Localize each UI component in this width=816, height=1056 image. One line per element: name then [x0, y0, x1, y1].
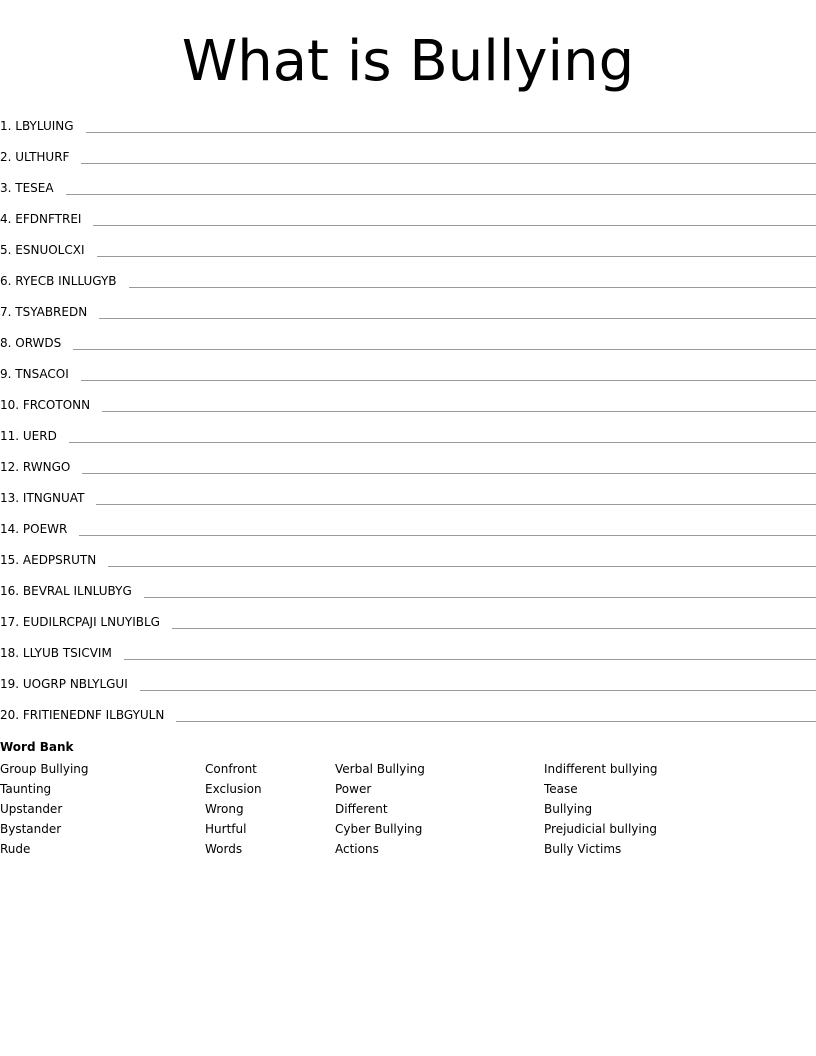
word-bank-title: Word Bank [0, 740, 74, 754]
question-text: 10. FRCOTONN [0, 398, 91, 412]
answer-line[interactable] [81, 163, 816, 164]
question-row [0, 201, 816, 232]
word-bank-item: Different [335, 802, 388, 816]
answer-line[interactable] [93, 225, 816, 226]
word-bank-item: Bullying [544, 802, 593, 816]
word-bank-item: Confront [205, 762, 257, 776]
question-row [0, 263, 816, 294]
question-row [0, 480, 816, 511]
question-row [0, 604, 816, 635]
question-row [0, 511, 816, 542]
answer-line[interactable] [81, 380, 816, 381]
word-bank-column [205, 759, 262, 859]
word-bank-item: Taunting [0, 782, 52, 796]
word-bank-item: Actions [335, 842, 379, 856]
answer-line[interactable] [140, 690, 816, 691]
question-row [0, 542, 816, 573]
question-text: 6. RYECB INLLUGYB [0, 274, 117, 288]
answer-line[interactable] [97, 256, 816, 257]
question-row [0, 108, 816, 139]
answer-line[interactable] [86, 132, 816, 133]
word-bank-item: Indifferent bullying [544, 762, 658, 776]
question-row [0, 387, 816, 418]
question-list [0, 108, 816, 728]
word-bank-column [544, 759, 657, 859]
word-bank-item: Rude [0, 842, 31, 856]
question-row [0, 697, 816, 728]
word-bank-item: Power [335, 782, 372, 796]
answer-line[interactable] [124, 659, 816, 660]
word-bank-item: Wrong [205, 802, 244, 816]
word-bank-item: Prejudicial bullying [544, 822, 657, 836]
question-text: 12. RWNGO [0, 460, 71, 474]
question-text: 14. POEWR [0, 522, 68, 536]
question-text: 20. FRITIENEDNF ILBGYULN [0, 708, 165, 722]
question-text: 16. BEVRAL ILNLUBYG [0, 584, 132, 598]
question-text: 18. LLYUB TSICVIM [0, 646, 112, 660]
question-text: 8. ORWDS [0, 336, 62, 350]
word-bank-item: Group Bullying [0, 762, 89, 776]
word-bank-item: Exclusion [205, 782, 262, 796]
page-title: What is Bullying [181, 29, 635, 94]
question-row [0, 635, 816, 666]
word-bank [0, 759, 816, 859]
word-bank-item: Bystander [0, 822, 62, 836]
question-row [0, 573, 816, 604]
word-bank-column [335, 759, 425, 859]
question-row [0, 294, 816, 325]
answer-line[interactable] [176, 721, 816, 722]
question-row [0, 325, 816, 356]
answer-line[interactable] [73, 349, 816, 350]
question-text: 3. TESEA [0, 181, 54, 195]
answer-line[interactable] [108, 566, 816, 567]
answer-line[interactable] [99, 318, 816, 319]
question-text: 15. AEDPSRUTN [0, 553, 97, 567]
question-text: 17. EUDILRCPAJI LNUYIBLG [0, 615, 160, 629]
answer-line[interactable] [66, 194, 816, 195]
question-row [0, 170, 816, 201]
question-text: 2. ULTHURF [0, 150, 70, 164]
answer-line[interactable] [172, 628, 816, 629]
answer-line[interactable] [79, 535, 816, 536]
question-row [0, 232, 816, 263]
question-row [0, 449, 816, 480]
question-text: 13. ITNGNUAT [0, 491, 85, 505]
question-row [0, 356, 816, 387]
word-bank-item: Upstander [0, 802, 63, 816]
question-text: 7. TSYABREDN [0, 305, 88, 319]
question-text: 19. UOGRP NBLYLGUI [0, 677, 128, 691]
word-bank-item: Cyber Bullying [335, 822, 423, 836]
answer-line[interactable] [144, 597, 816, 598]
question-row [0, 139, 816, 170]
question-row [0, 666, 816, 697]
answer-line[interactable] [69, 442, 816, 443]
question-text: 4. EFDNFTREI [0, 212, 82, 226]
answer-line[interactable] [96, 504, 816, 505]
answer-line[interactable] [82, 473, 816, 474]
answer-line[interactable] [129, 287, 816, 288]
question-row [0, 418, 816, 449]
question-text: 9. TNSACOI [0, 367, 69, 381]
word-bank-column [0, 759, 89, 859]
word-bank-item: Words [205, 842, 243, 856]
word-bank-item: Hurtful [205, 822, 247, 836]
question-text: 11. UERD [0, 429, 57, 443]
question-text: 1. LBYLUING [0, 119, 74, 133]
question-text: 5. ESNUOLCXI [0, 243, 85, 257]
word-bank-item: Tease [544, 782, 578, 796]
word-bank-item: Verbal Bullying [335, 762, 425, 776]
answer-line[interactable] [102, 411, 816, 412]
word-bank-item: Bully Victims [544, 842, 622, 856]
